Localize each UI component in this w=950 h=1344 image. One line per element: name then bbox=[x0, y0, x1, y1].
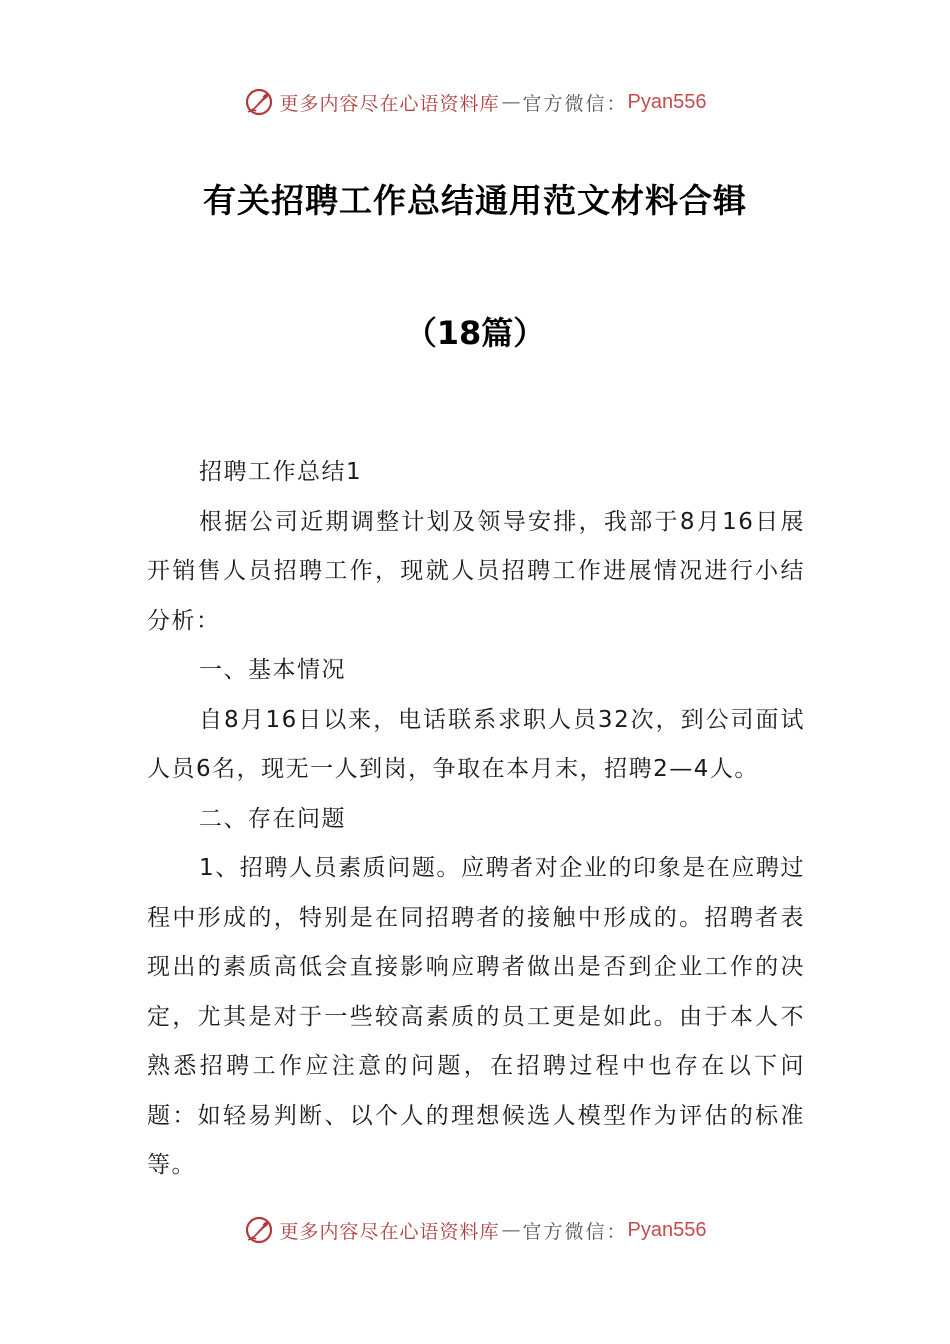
body-paragraph: 1、招聘人员素质问题。应聘者对企业的印象是在应聘过程中形成的，特别是在同招聘者的接触中形成的。招聘者表现出的素质高低会直接影响应聘者做出是否到企业工作的决定，尤其是对于一些较高素质的员工更是如此。由于本人不熟悉招聘工作应注意的问题，在招聘过程中也存在以下问题：如轻易判断、以个人的理想候选人模型作为评估的标准等。 bbox=[147, 855, 805, 1178]
header-watermark bbox=[0, 82, 950, 122]
watermark-text: 更多内容尽在心语资料库 bbox=[279, 92, 500, 115]
document-title: 有关招聘工作总结通用范文材料合辑 bbox=[203, 181, 747, 220]
watermark-text: 更多内容尽在心语资料库 bbox=[279, 1220, 500, 1243]
section-heading: 招聘工作总结1 bbox=[199, 459, 363, 485]
watermark-wechat-id: Pyan556 bbox=[627, 1218, 707, 1241]
watermark-wechat-label: 官方微信： bbox=[522, 92, 628, 115]
watermark-wechat-id: Pyan556 bbox=[627, 90, 707, 113]
document-subtitle: （18篇） bbox=[404, 314, 546, 352]
body-paragraph: 自8月16日以来，电话联系求职人员32次，到公司面试人员6名，现无一人到岗，争取在本月末，招聘2—4人。 bbox=[147, 706, 805, 782]
feather-pen-circle-icon bbox=[244, 87, 274, 117]
watermark-wechat-label: 官方微信： bbox=[522, 1220, 628, 1243]
footer-watermark bbox=[0, 1210, 950, 1250]
subheading-basic-situation: 一、基本情况 bbox=[199, 657, 346, 683]
feather-pen-circle-icon bbox=[244, 1215, 274, 1245]
watermark-separator: — bbox=[501, 1219, 521, 1241]
subheading-existing-problems: 二、存在问题 bbox=[199, 805, 346, 832]
document-body bbox=[147, 448, 805, 1191]
watermark-separator: — bbox=[501, 91, 521, 113]
body-paragraph: 根据公司近期调整计划及领导安排，我部于8月16日展开销售人员招聘工作，现就人员招聘工作进展情况进行小结分析： bbox=[147, 508, 805, 634]
